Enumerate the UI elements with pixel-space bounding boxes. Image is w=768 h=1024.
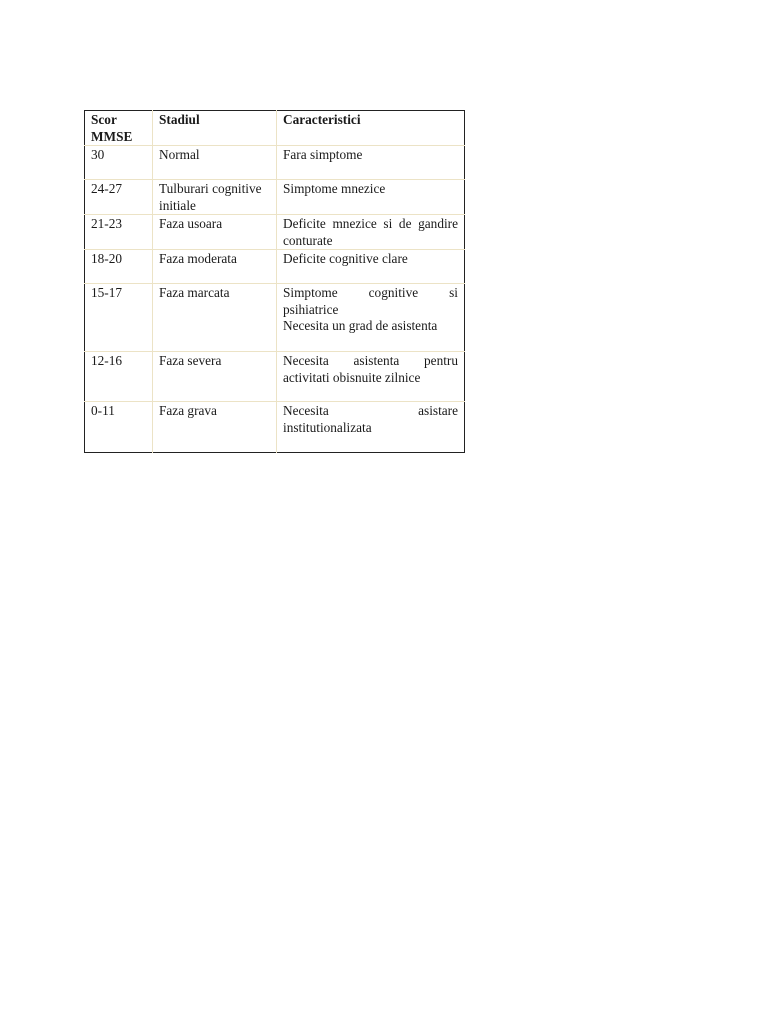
cell-stage: Faza usoara — [153, 215, 277, 250]
header-score-line2: MMSE — [91, 128, 133, 144]
header-row — [85, 111, 465, 146]
header-characteristics: Caracteristici — [277, 111, 465, 146]
header-score — [85, 111, 153, 146]
table-body — [85, 146, 465, 453]
characteristic-text: Necesita asistenta pentru activitati obisnuite zilnice — [283, 353, 458, 385]
cell-characteristics — [277, 215, 465, 250]
characteristic-text: Necesita un grad de asistenta — [283, 318, 438, 333]
table-row — [85, 284, 465, 352]
cell-score: 12-16 — [85, 352, 153, 402]
table-row — [85, 146, 465, 180]
header-stage: Stadiul — [153, 111, 277, 146]
cell-stage: Faza moderata — [153, 250, 277, 284]
cell-characteristics — [277, 180, 465, 215]
characteristic-text: Necesita asistare institutionalizata — [283, 403, 458, 435]
cell-characteristics — [277, 250, 465, 284]
table-header — [85, 111, 465, 146]
table-row — [85, 402, 465, 453]
header-score-line1: Scor — [91, 112, 117, 127]
cell-characteristics — [277, 402, 465, 453]
cell-stage: Tulburari cognitive initiale — [153, 180, 277, 215]
characteristic-text: Simptome cognitive si psihiatrice — [283, 285, 458, 317]
cell-characteristics — [277, 146, 465, 180]
characteristic-text: Deficite mnezice si de gandire conturate — [283, 216, 458, 248]
mmse-stages-table — [84, 110, 465, 453]
characteristic-text: Simptome mnezice — [283, 181, 386, 196]
table-row — [85, 352, 465, 402]
cell-score: 21-23 — [85, 215, 153, 250]
characteristic-text: Deficite cognitive clare — [283, 251, 408, 266]
cell-score: 24-27 — [85, 180, 153, 215]
cell-stage: Faza marcata — [153, 284, 277, 352]
cell-score: 0-11 — [85, 402, 153, 453]
cell-stage: Faza severa — [153, 352, 277, 402]
characteristic-text: Fara simptome — [283, 147, 363, 162]
table-row — [85, 250, 465, 284]
cell-score: 15-17 — [85, 284, 153, 352]
cell-stage: Normal — [153, 146, 277, 180]
table-row — [85, 215, 465, 250]
cell-score: 30 — [85, 146, 153, 180]
cell-characteristics — [277, 352, 465, 402]
table-row — [85, 180, 465, 215]
cell-stage: Faza grava — [153, 402, 277, 453]
cell-characteristics — [277, 284, 465, 352]
cell-score: 18-20 — [85, 250, 153, 284]
